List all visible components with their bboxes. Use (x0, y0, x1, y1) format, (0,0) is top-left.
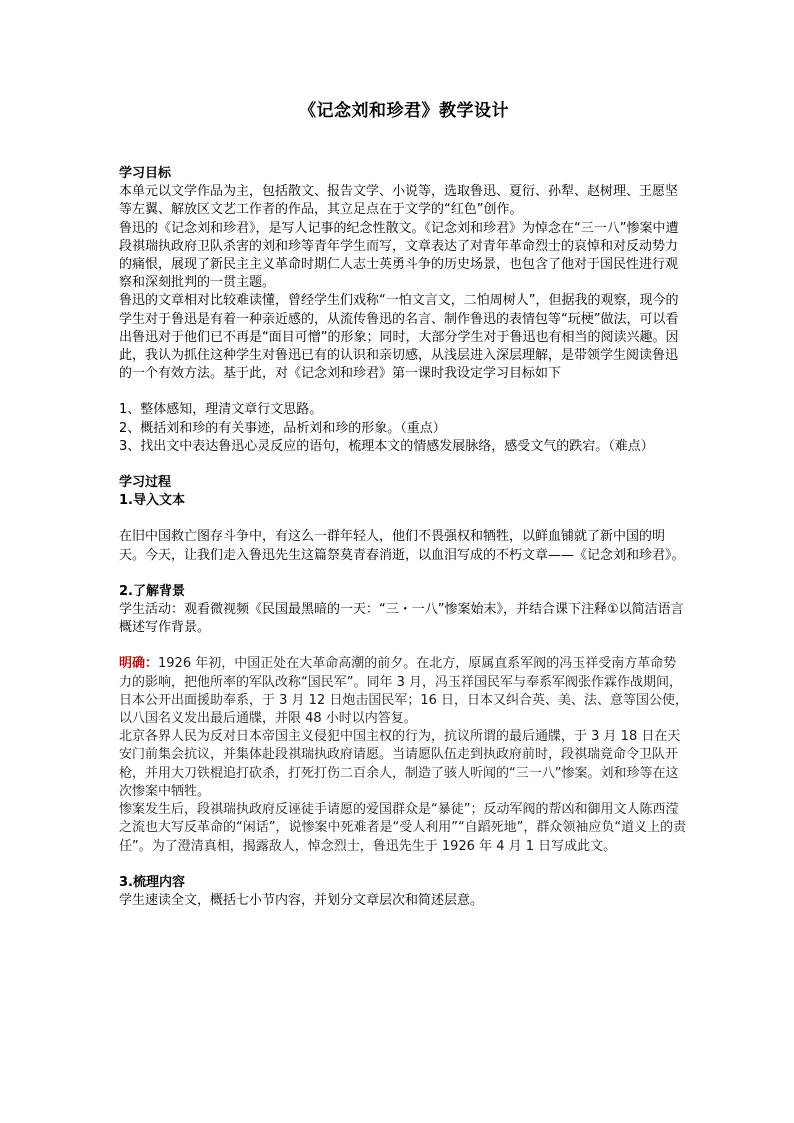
goals-paragraph: 本单元以文学作品为主，包括散文、报告文学、小说等，选取鲁迅、夏衍、孙犁、赵树理、王愿坚等左翼、解放区文艺工作者的作品，其立足点在于文学的“红色”创作。 (119, 184, 679, 218)
background-paragraph (119, 655, 689, 728)
goal-item: 1、整体感知，理清文章行文思路。 (119, 402, 323, 418)
background-paragraph: 北京各界人民为反对日本帝国主义侵犯中国主权的行为，抗议所谓的最后通牒，于 3 月 18 日在天安门前集会抗议，并集体赴段祺瑞执政府请愿。当请愿队伍走到执政府前时，段祺瑞竟命令卫队开枪，并用大刀铁棍追打砍杀，打死打伤二百余人，制造了骇人听闻的“三一八”惨案。刘和珍等在这次惨案中牺牲。 (119, 729, 681, 799)
step-2-text: 学生活动：观看微视频《民国最黑暗的一天：“三・一八”惨案始末》，并结合课下注释①以简洁语言概述写作背景。 (119, 602, 684, 636)
background-paragraph: 惨案发生后，段祺瑞执政府反诬徒手请愿的爱国群众是“暴徒”；反动军阀的帮凶和御用文人陈西滢之流也大写反革命的“闲话”，说惨案中死难者是“受人利用”“自蹈死地”，群众领袖应负“道义上的责任”。为了澄清真相，揭露敌人，悼念烈士，鲁迅先生于 1926 年 4 月 1 日写成此文。 (119, 802, 687, 854)
step-3-heading: 3.梳理内容 (119, 874, 185, 890)
document-page (119, 96, 689, 910)
goals-paragraph: 鲁迅的《记念刘和珍君》，是写人记事的纪念性散文。《记念刘和珍君》为悼念在“三一八”惨案中遭段祺瑞执政府卫队杀害的刘和珍等青年学生而写，文章表达了对青年革命烈士的哀悼和对反动势力的痛恨，展现了新民主主义革命时期仁人志士英勇斗争的历史场景，也包含了他对于国民性进行观察和深刻批判的一贯主题。 (119, 220, 679, 291)
section-process (119, 474, 689, 910)
answer-label: 明确： (119, 656, 159, 672)
step-1-text: 在旧中国救亡图存斗争中，有这么一群年轻人，他们不畏强权和牺牲，以鲜血铺就了新中国的明天。今天，让我们走入鲁迅先生这篇祭莫青春消逝，以血泪写成的不朽文章——《记念刘和珍君》。 (119, 529, 685, 563)
document-title: 《记念刘和珍君》教学设计 (299, 101, 509, 121)
step-3-text: 学生速读全文，概括七小节内容，并划分文章层次和简述层意。 (119, 892, 484, 908)
goals-heading: 学习目标 (119, 166, 172, 181)
goal-item: 3、找出文中表达鲁迅心灵反应的语句，梳理本文的情感发展脉络，感受文气的跌宕。（难点） (119, 438, 654, 454)
goals-paragraph: 鲁迅的文章相对比较难读懂，曾经学生们戏称“一怕文言文，二怕周树人”，但据我的观察，现今的学生对于鲁迅是有着一种亲近感的，从流传鲁迅的名言、制作鲁迅的表情包等“玩梗”做法，可以看出鲁迅对于他们已不再是“面目可憎”的形象；同时，大部分学生对于鲁迅也有相当的阅读兴趣。因此，我认为抓住这种学生对鲁迅已有的认识和亲切感，从浅层进入深层理解，是带领学生阅读鲁迅的一个有效方法。基于此，对《记念刘和珍君》第一课时我设定学习目标如下 (119, 293, 679, 382)
step-2-heading: 2.了解背景 (119, 583, 185, 599)
step-1-heading: 1.导入文本 (119, 493, 185, 509)
goal-item: 2、概括刘和珍的有关事迹，品析刘和珍的形象。（重点） (119, 420, 446, 436)
background-text: 1926 年初，中国正处在大革命高潮的前夕。在北方，原属直系军阀的冯玉祥受南方革命势力的影响，把他所率的军队改称“国民军”。同年 3 月，冯玉祥国民军与奉系军阀张作霖作战期间，日本公开出面援助奉系，于 3 月 12 日炮击国民军；16 日，日本又纠合英、美、法、意等国公使，以八国名义发出最后通牒，并限 48 小时以内答复。 (119, 656, 689, 727)
process-heading: 学习过程 (119, 475, 172, 491)
section-goals (119, 165, 689, 456)
